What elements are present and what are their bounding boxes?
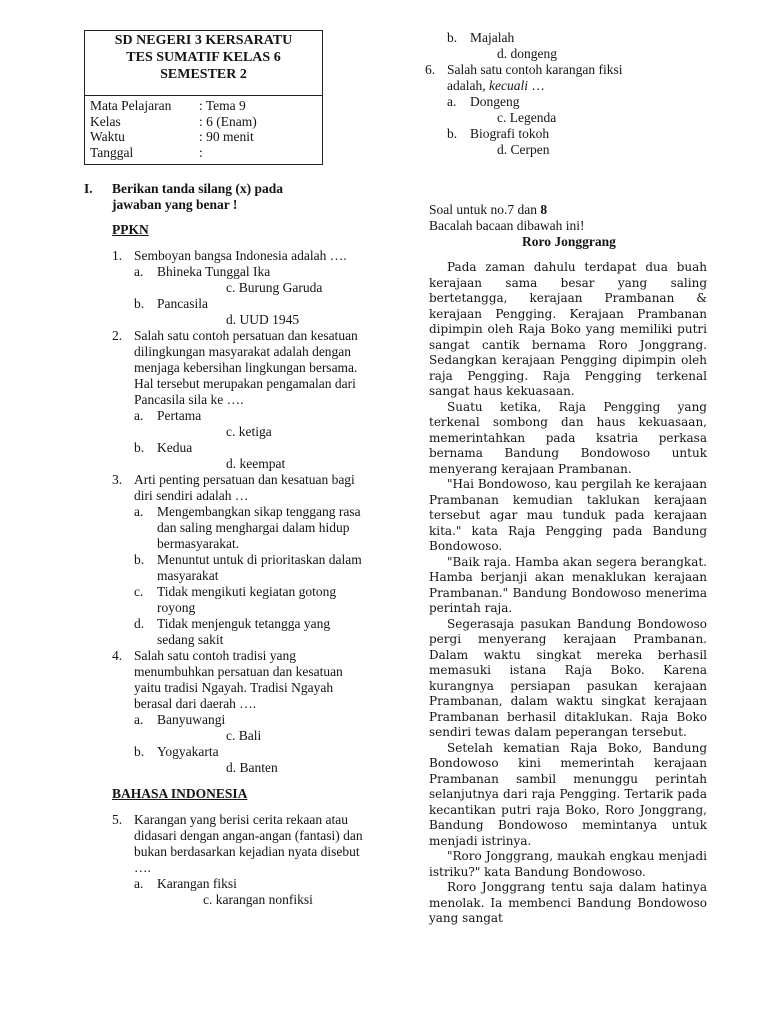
option-letter: a.	[134, 264, 144, 279]
option-text: Yogyakarta	[157, 744, 219, 759]
question-number: 1.	[112, 248, 123, 263]
left-column	[84, 30, 369, 908]
option-text: Kedua	[157, 440, 193, 455]
option-c[interactable]	[134, 584, 369, 616]
option-a[interactable]	[134, 264, 369, 280]
reading-paragraph: "Baik raja. Hamba akan segera berangkat. Hamba berjanji akan menaklukan kerajaan Prambanan." Bandung Bondowoso menerima perintah raja.	[429, 554, 707, 615]
info-row	[90, 145, 322, 161]
reading-title: Roro Jonggrang	[522, 234, 616, 249]
option-letter: a.	[447, 94, 457, 109]
question-text: Arti penting persatuan dan kesatuan bagi diri sendiri adalah …	[134, 472, 355, 503]
info-label: Tanggal	[90, 144, 134, 160]
option-text: Menuntut untuk di prioritaskan dalam masyarakat	[157, 552, 362, 583]
option-b[interactable]	[447, 30, 709, 46]
question-number: 2.	[112, 328, 123, 343]
info-row	[90, 98, 322, 114]
option-letter: a.	[134, 504, 144, 519]
option-a[interactable]	[134, 876, 369, 892]
option-text: Karangan fiksi	[157, 876, 237, 891]
option-b[interactable]	[447, 126, 709, 142]
question-5	[112, 812, 369, 908]
option-c[interactable]: c. karangan nonfiksi	[203, 892, 313, 907]
info-label: Mata Pelajaran	[90, 98, 172, 113]
header-box	[84, 30, 323, 165]
question-number: 4.	[112, 648, 123, 663]
reading-text	[429, 260, 707, 927]
info-table	[85, 96, 322, 164]
question-number: 5.	[112, 812, 123, 827]
question-number: 3.	[112, 472, 123, 487]
option-c[interactable]: c. ketiga	[226, 424, 272, 439]
option-text: Dongeng	[470, 94, 520, 109]
semester: SEMESTER 2	[160, 67, 247, 82]
question-3	[112, 472, 369, 648]
option-text: Pertama	[157, 408, 202, 423]
option-text: Pancasila	[157, 296, 208, 311]
reading-instruction: Bacalah bacaan dibawah ini!	[429, 218, 585, 233]
option-letter: a.	[134, 876, 144, 891]
option-letter: c.	[134, 584, 144, 599]
question-6	[425, 62, 709, 158]
option-b[interactable]	[134, 440, 369, 456]
option-d[interactable]: d. UUD 1945	[226, 312, 300, 327]
info-value: :	[199, 144, 203, 160]
reading-paragraph: Suatu ketika, Raja Pengging yang terkenal sombong dan haus kekuasaan, memerintahkan pada ksatria perkasa bernama Bandung Bondowoso untuk menyerang kerajaan Prambanan.	[429, 399, 707, 476]
option-text: Mengembangkan sikap tenggang rasa dan saling menghargai dalam hidup bermasyarakat.	[157, 504, 361, 551]
option-a[interactable]	[134, 408, 369, 424]
question-text: Salah satu contoh tradisi yang menumbuhkan persatuan dan kesatuan yaitu tradisi Ngayah. Tradisi Ngayah berasal dari daerah ….	[134, 648, 343, 711]
question-1	[112, 248, 369, 328]
section-title-ppkn: PPKN	[112, 222, 149, 237]
option-text: Tidak menjenguk tetangga yang sedang sakit	[157, 616, 331, 647]
question-text: Salah satu contoh karangan fiksi adalah, kecuali …	[447, 62, 623, 93]
option-a[interactable]	[447, 94, 709, 110]
info-row	[90, 114, 322, 130]
question-5-continued	[429, 30, 709, 62]
option-letter: d.	[134, 616, 145, 631]
info-row	[90, 129, 322, 145]
instruction-text: Berikan tanda silang (x) pada jawaban yang benar !	[112, 181, 284, 212]
option-letter: b.	[134, 440, 145, 455]
info-value: : 90 menit	[199, 129, 254, 144]
option-a[interactable]	[134, 712, 369, 728]
reading-note: Soal untuk no.7 dan 8	[429, 202, 548, 217]
info-value: : 6 (Enam)	[199, 113, 257, 129]
option-text: Banyuwangi	[157, 712, 226, 727]
option-c[interactable]: c. Legenda	[497, 110, 557, 125]
reading-paragraph: Setelah kematian Raja Boko, Bandung Bondowoso kini memerintah kerajaan Prambanan sambil menunggu perintah selanjutnya dari raja Pengging. Tertarik pada kecantikan putri raja Boko, Roro Jonggrang, Bandung Bondowoso memintanya untuk menjadi istrinya.	[429, 740, 707, 848]
option-d[interactable]: d. keempat	[226, 456, 286, 471]
option-text: Bhineka Tunggal Ika	[157, 264, 271, 279]
header-title	[85, 31, 322, 96]
right-column	[425, 30, 709, 927]
option-letter: a.	[134, 712, 144, 727]
section-title-bahasa: BAHASA INDONESIA	[112, 786, 248, 801]
option-c[interactable]: c. Bali	[226, 728, 262, 743]
option-text: Biografi tokoh	[470, 126, 550, 141]
option-letter: b.	[447, 126, 458, 141]
option-d[interactable]: d. Cerpen	[497, 142, 550, 157]
question-2	[112, 328, 369, 472]
option-letter: b.	[134, 744, 145, 759]
question-text: Karangan yang berisi cerita rekaan atau didasari dengan angan-angan (fantasi) dan bukan berdasarkan kejadian nyata disebut ….	[134, 812, 363, 875]
info-label: Waktu	[90, 129, 125, 144]
info-label: Kelas	[90, 113, 121, 129]
reading-paragraph: Pada zaman dahulu terdapat dua buah kerajaan sama besar yang saling bertetangga, kerajaan Prambanan & kerajaan Pengging. Kerajaan Prambanan dipimpin oleh Raja Boko yang memiliki putri sangat cantik bernama Roro Jonggrang. Sedangkan kerajaan Pengging dipimpin oleh raja Pengging. Raja Pengging terkenal sangat haus kekuasaan.	[429, 260, 707, 398]
option-letter: b.	[134, 296, 145, 311]
reading-section	[429, 202, 709, 927]
option-d[interactable]: d. dongeng	[497, 46, 557, 61]
info-value: : Tema 9	[199, 98, 246, 113]
option-b[interactable]	[134, 552, 369, 584]
question-4	[112, 648, 369, 776]
option-letter: b.	[134, 552, 145, 567]
reading-paragraph: Segerasaja pasukan Bandung Bondowoso pergi menyerang kerajaan Prambanan. Dalam waktu singkat mereka berhasil memasuki istana Raja Boko. Karena kurangnya persiapan pasukan kerajaan Prambanan, dalam waktu singkat kerajaan Prambanan berhasil ditaklukan. Raja Boko sendiri tewas dalam peperangan tersebut.	[429, 616, 707, 739]
option-letter: b.	[447, 30, 458, 45]
question-number: 6.	[425, 62, 436, 77]
question-text: Semboyan bangsa Indonesia adalah ….	[134, 248, 347, 263]
test-name: TES SUMATIF KELAS 6	[126, 50, 281, 65]
option-d[interactable]	[134, 616, 369, 648]
option-c[interactable]: c. Burung Garuda	[226, 280, 323, 295]
option-letter: a.	[134, 408, 144, 423]
option-text: Tidak mengikuti kegiatan gotong royong	[157, 584, 337, 615]
option-d[interactable]: d. Banten	[226, 760, 278, 775]
option-text: Majalah	[470, 30, 515, 45]
school-name: SD NEGERI 3 KERSARATU	[114, 33, 293, 48]
reading-paragraph: "Roro Jonggrang, maukah engkau menjadi istriku?" kata Bandung Bondowoso.	[429, 849, 707, 879]
option-b[interactable]	[134, 744, 369, 760]
option-b[interactable]	[134, 296, 369, 312]
instruction-number: I.	[84, 181, 93, 196]
question-text: Salah satu contoh persatuan dan kesatuan dilingkungan masyarakat adalah dengan menjaga kebersihan lingkungan bersama. Hal tersebut merupakan pengamalan dari Pancasila sila ke ….	[134, 328, 358, 407]
instruction	[84, 181, 369, 213]
option-a[interactable]	[134, 504, 369, 552]
reading-paragraph: "Hai Bondowoso, kau pergilah ke kerajaan Prambanan kemudian taklukan kerajaan tersebut agar mau tunduk pada kerajaan kita." kata Raja Pengging pada Bandung Bondowoso.	[429, 477, 707, 553]
reading-paragraph: Roro Jonggrang tentu saja dalam hatinya menolak. Ia membenci Bandung Bondowoso yang sangat	[429, 880, 707, 925]
